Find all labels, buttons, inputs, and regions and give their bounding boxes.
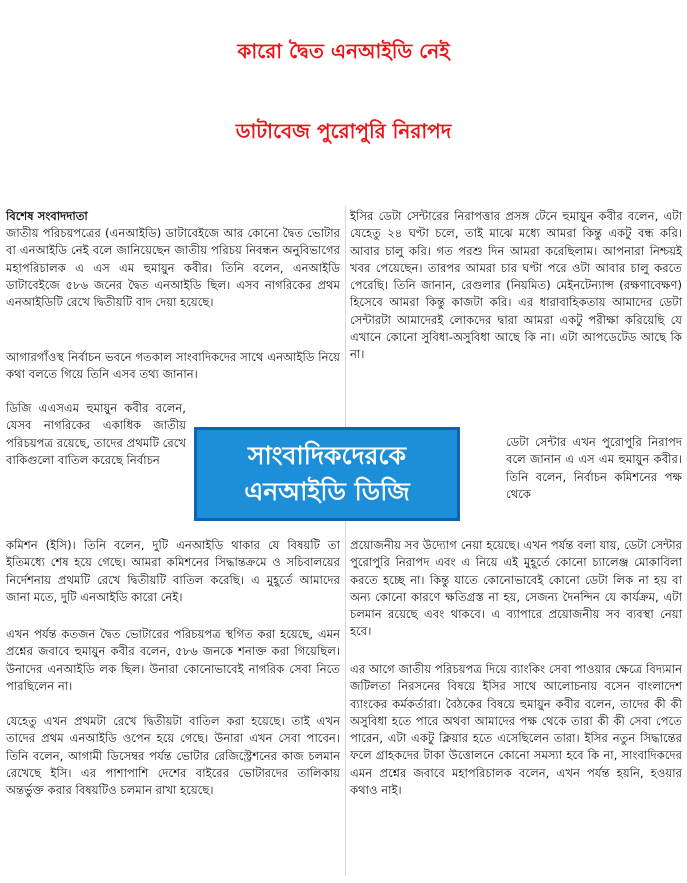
left-paragraph-3: ডিজি এএসএম হুমায়ুন কবীর বলেন, যেসব নাগরিকের একাধিক জাতীয় পরিচয়পত্র রয়েছে, তাদের প্রথমটি রেখে বাকিগুলো বাতিল করেছে নির্বাচন: [6, 401, 186, 467]
byline: বিশেষ সংবাদদাতা: [6, 209, 88, 223]
pull-quote-box: [194, 427, 460, 521]
column-divider: [345, 206, 346, 876]
pull-quote-text: সাংবাদিকদেরকে এনআইডি ডিজি: [244, 441, 410, 506]
right-paragraph-1: ইসির ডেটা সেন্টারের নিরাপত্তার প্রসঙ্গ টেনে হুমায়ুন কবীর বলেন, এটা যেহেতু ২৪ ঘণ্টা চলে, তাই মাঝে মধ্যে আমরা কিন্তু একটু বন্ধ করি। আবার চালু করি। গত পরশু দিন আমরা করেছিলাম। আপনারা নিশ্চয়ই খবর পেয়েছেন। তারপর আমরা চার ঘণ্টা পরে ওটা আবার চালু করতে পেরেছি। তিনি জানান, রেগুলার (নিয়মিত) মেইনটেন্যান্স (রক্ষণাবেক্ষণ) হিসেবে আমরা কিন্তু কাজটা করি। এর ধারাবাহিকতায় আমাদের ডেটা সেন্টারটা আমাদেরই লোকদের দ্বারা আমরা একটু পরীক্ষা করিয়েছি যে এখানে কোনো সুবিধা-অসুবিধা আছে কি না। এটা আপডেটেড আছে কি না।: [350, 209, 682, 362]
headline-line-2: ডাটাবেজ পুরোপুরি নিরাপদ: [235, 119, 452, 143]
left-paragraph-5: এখন পর্যন্ত কতজন দ্বৈত ভোটারের পরিচয়পত্র স্থগিত করা হয়েছে, এমন প্রশ্নের জবাবে হুমায়ুন কবীর বলেন, ৫৮৬ জনকে শনাক্ত করা গিয়েছিল। উনাদের এনআইডি লক ছিল। উনারা কোনোভাবেই নাগরিক সেবা নিতে পারছিলেন না।: [6, 627, 340, 693]
right-paragraph-2: ডেটা সেন্টার এখন পুরোপুরি নিরাপদ বলে জানান এ এস এম হুমায়ুন কবীর। তিনি বলেন, নির্বাচন কমিশনের পক্ষ থেকে: [506, 435, 682, 501]
right-paragraph-3: প্রয়োজনীয় সব উদ্যোগ নেয়া হয়েছে। এখন পর্যন্ত বলা যায়, ডেটা সেন্টার পুরোপুরি নিরাপদ এবং এ নিয়ে এই মুহূর্তে কোনো চ্যালেঞ্জ মোকাবিলা করতে হচ্ছে না। কিন্তু যাতে কোনোভাবেই কোনো ডেটা লিক না হয় বা অন্য কোনো কারণে ক্ষতিগ্রস্ত না হয়, সেজন্য দৈনন্দিন যে কার্যক্রম, এটা চলমান রয়েছে এবং থাকবে। এ ব্যাপারে প্রয়োজনীয় সব ব্যবস্থা নেয়া হবে।: [350, 538, 682, 639]
headline-line-1: কারো দ্বৈত এনআইডি নেই: [237, 39, 450, 63]
left-paragraph-4: কমিশন (ইসি)। তিনি বলেন, দুটি এনআইডি থাকার যে বিষয়টি তা ইতিমধ্যে শেষ হয়ে গেছে। আমরা কমিশনের সিদ্ধান্তক্রমে ও সচিবালয়ের নির্দেশনায় প্রথমটি রেখে দ্বিতীয়টি বাতিল করেছি। এ মুহূর্তে আমাদের জানা মতে, দুটি এনআইডি কারো নেই।: [6, 538, 340, 604]
right-paragraph-4: এর আগে জাতীয় পরিচয়পত্র দিয়ে ব্যাংকিং সেবা পাওয়ার ক্ষেত্রে বিদ্যমান জটিলতা নিরসনের বিষয়ে ইসির সাথে আলোচনায় বসেন বাংলাদেশ ব্যাংকের কর্মকর্তারা। বৈঠকের বিষয়ে হুমায়ুন কবীর বলেন, তাদের কী কী অসুবিধা হতে পারে অথবা আমাদের পক্ষ থেকে তারা কী কী সেবা পেতে পারেন, এটা একটু ক্লিয়ার হতে এসেছিলেন তারা। ইসির নতুন সিদ্ধান্তের ফলে গ্রাহকদের টাকা উত্তোলনে কোনো সমস্যা হবে কি না, সাংবাদিকদের এমন প্রশ্নের জবাবে মহাপরিচালক বলেন, এখন পর্যন্ত হয়নি, হওয়ার কথাও নাই।: [350, 662, 682, 798]
left-paragraph-2: আগারগাঁওস্থ নির্বাচন ভবনে গতকাল সাংবাদিকদের সাথে এনআইডি নিয়ে কথা বলতে গিয়ে তিনি এসব তথ্য জানান।: [6, 350, 340, 382]
left-paragraph-1: জাতীয় পরিচয়পত্রের (এনআইডি) ডাটাবেইজে আর কোনো দ্বৈত ভোটার বা এনআইডি নেই বলে জানিয়েছেন জাতীয় পরিচয় নিবন্ধন অনুবিভাগের মহাপরিচালক এ এস এম হুমায়ুন কবীর। তিনি বলেন, এনআইডি ডাটাবেইজে ৫৮৬ জনের দ্বৈত এনআইডি ছিল। এসব নাগরিকের প্রথম এনআইডিটি রেখে দ্বিতীয়টি বাদ দেয়া হয়েছে।: [6, 226, 340, 310]
left-paragraph-6: যেহেতু এখন প্রথমটা রেখে দ্বিতীয়টা বাতিল করা হয়েছে। তাই এখন তাদের প্রথম এনআইডি ওপেন হয়ে গেছে। উনারা এখন সেবা পাবেন। তিনি বলেন, আগামী ডিসেম্বর পর্যন্ত ভোটার রেজিস্ট্রেশনের কাজ চলমান রেখেছে ইসি। এর পাশাপাশি দেশের বাইরের ভোটারদের তালিকায় অন্তর্ভুক্ত করার বিষয়টিও চলমান রাখা হয়েছে।: [6, 714, 340, 798]
